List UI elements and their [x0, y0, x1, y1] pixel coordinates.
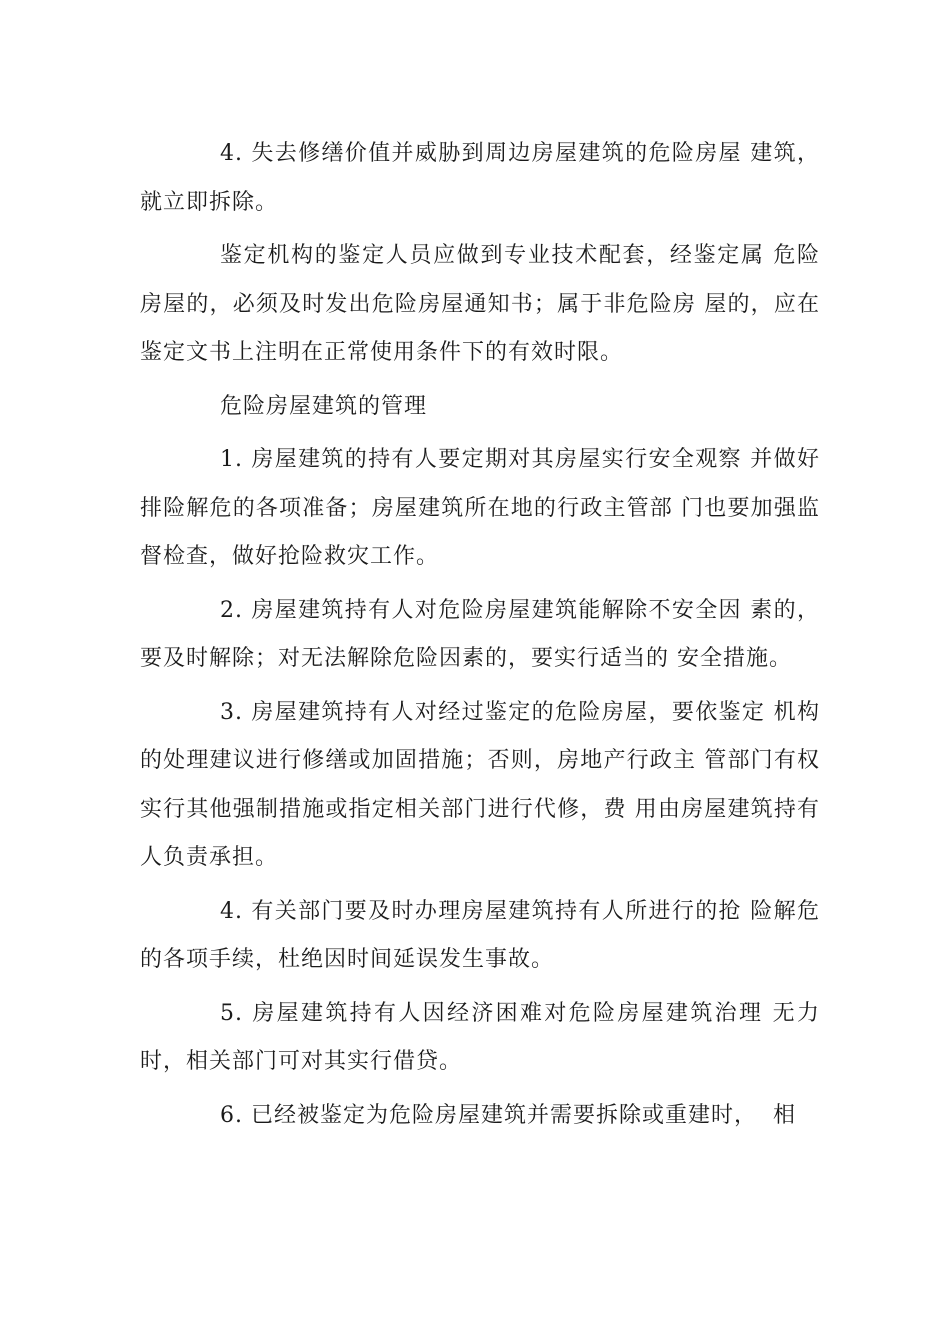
paragraph-item-1: 1. 房屋建筑的持有人要定期对其房屋实行安全观察 并做好排险解危的各项准备；房屋建筑所在地的行政主管部 门也要加强监督检查，做好抢险救灾工作。 [140, 447, 820, 569]
paragraph-appraisal-staff: 鉴定机构的鉴定人员应做到专业技术配套，经鉴定属 危险房屋的，必须及时发出危险房屋通知书；属于非危险房 屋的，应在鉴定文书上注明在正常使用条件下的有效时限。 [140, 243, 820, 365]
paragraph-item-2: 2. 房屋建筑持有人对危险房屋建筑能解除不安全因 素的，要及时解除；对无法解除危险因素的，要实行适当的 安全措施。 [140, 597, 820, 671]
paragraph-item-3: 3. 房屋建筑持有人对经过鉴定的危险房屋，要依鉴定 机构的处理建议进行修缮或加固措施；否则，房地产行政主 管部门有权实行其他强制措施或指定相关部门进行代修，费 用由房屋建筑持有人负责承担。 [140, 699, 820, 870]
body-text [140, 130, 820, 1145]
paragraph-item-4-demolish: 4. 失去修缮价值并威胁到周边房屋建筑的危险房屋 建筑，就立即拆除。 [140, 141, 820, 215]
paragraph-item-4: 4. 有关部门要及时办理房屋建筑持有人所进行的抢 险解危的各项手续，杜绝因时间延误发生事故。 [140, 898, 820, 972]
paragraph-item-5: 5. 房屋建筑持有人因经济困难对危险房屋建筑治理 无力时，相关部门可对其实行借贷。 [140, 1000, 820, 1074]
paragraph-item-6: 6. 已经被鉴定为危险房屋建筑并需要拆除或重建时， 相 [220, 1102, 796, 1128]
section-heading: 危险房屋建筑的管理 [220, 393, 428, 419]
